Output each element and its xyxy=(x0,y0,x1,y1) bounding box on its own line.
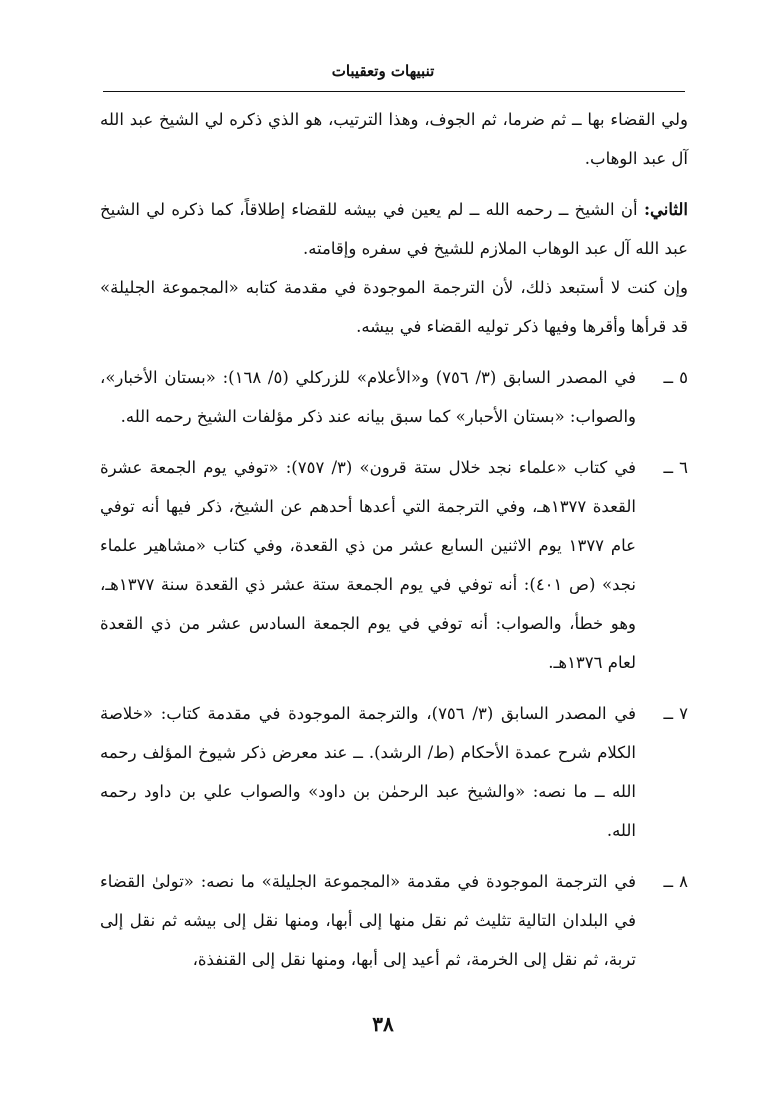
note-text: في الترجمة الموجودة في مقدمة «المجموعة الجليلة» ما نصه: «تولىٰ القضاء في البلدان التالية تثليث ثم نقل منها إلى أبها، ومنها نقل إلى بيشه ثم نقل إلى تربة، ثم نقل إلى الخرمة، ثم أعيد إلى أبها، ومنها نقل إلى القنفذة، xyxy=(100,872,636,969)
note-6 xyxy=(100,448,688,682)
remark-paragraph: وإن كنت لا أستبعد ذلك، لأن الترجمة الموجودة في مقدمة كتابه «المجموعة الجليلة» قد قرأها وأقرها وفيها ذكر توليه القضاء في بيشه. xyxy=(100,278,688,336)
note-dash: ــ xyxy=(663,368,674,387)
note-number-label xyxy=(640,862,688,901)
running-header-title: تنبيهات وتعقيبات xyxy=(331,62,435,80)
body-text xyxy=(100,100,688,979)
page-number: ٣٨ xyxy=(372,1012,394,1036)
note-number: ٧ xyxy=(679,704,688,723)
header-rule xyxy=(103,91,685,92)
note-7 xyxy=(100,694,688,850)
note-number-label xyxy=(640,358,688,397)
note-text: في كتاب «علماء نجد خلال ستة قرون» (٣/ ٧٥٧): «توفي يوم الجمعة عشرة القعدة ١٣٧٧هـ، وفي الترجمة التي أعدها أحدهم عن الشيخ، ذكر فيها أنه توفي عام ١٣٧٧ يوم الاثنين السابع عشر من ذي القعدة، وفي كتاب «مشاهير علماء نجد» (ص ٤٠١): أنه توفي في يوم الجمعة ستة عشر ذي القعدة سنة ١٣٧٧هـ، وهو خطأ، والصواب: أنه توفي في يوم الجمعة السادس عشر من ذي القعدة لعام ١٣٧٦هـ. xyxy=(100,458,637,672)
note-text: في المصدر السابق (٣/ ٧٥٦) و«الأعلام» للزركلي (٥/ ١٦٨): «بستان الأخبار»، والصواب: «بستان الأحبار» كما سبق بيانه عند ذكر مؤلفات الشيخ رحمه الله. xyxy=(100,368,636,426)
second-point-text: أن الشيخ ــ رحمه الله ــ لم يعين في بيشه للقضاء إطلاقاً، كما ذكره لي الشيخ عبد الله آل عبد الوهاب الملازم للشيخ في سفره وإقامته. xyxy=(100,200,688,258)
note-number-label xyxy=(640,448,688,487)
note-number: ٦ xyxy=(679,458,688,477)
second-point-lead: الثاني: xyxy=(643,200,688,219)
note-number-label xyxy=(640,694,688,733)
note-dash: ــ xyxy=(663,872,674,891)
note-dash: ــ xyxy=(663,704,674,723)
note-text: في المصدر السابق (٣/ ٧٥٦)، والترجمة الموجودة في مقدمة كتاب: «خلاصة الكلام شرح عمدة الأحكام (ط/ الرشد). ــ عند معرض ذكر شيوخ المؤلف رحمه الله ــ ما نصه: «والشيخ عبد الرحمٰن بن داود» والصواب علي بن داود رحمه الله. xyxy=(100,704,636,840)
note-number: ٥ xyxy=(679,368,688,387)
note-dash: ــ xyxy=(663,458,674,477)
note-5 xyxy=(100,358,688,436)
note-8 xyxy=(100,862,688,979)
second-point-paragraph xyxy=(100,190,688,268)
continuation-paragraph: ولي القضاء بها ــ ثم ضرما، ثم الجوف، وهذا الترتيب، هو الذي ذكره لي الشيخ عبد الله آل عبد الوهاب. xyxy=(100,110,688,168)
note-number: ٨ xyxy=(679,872,688,891)
